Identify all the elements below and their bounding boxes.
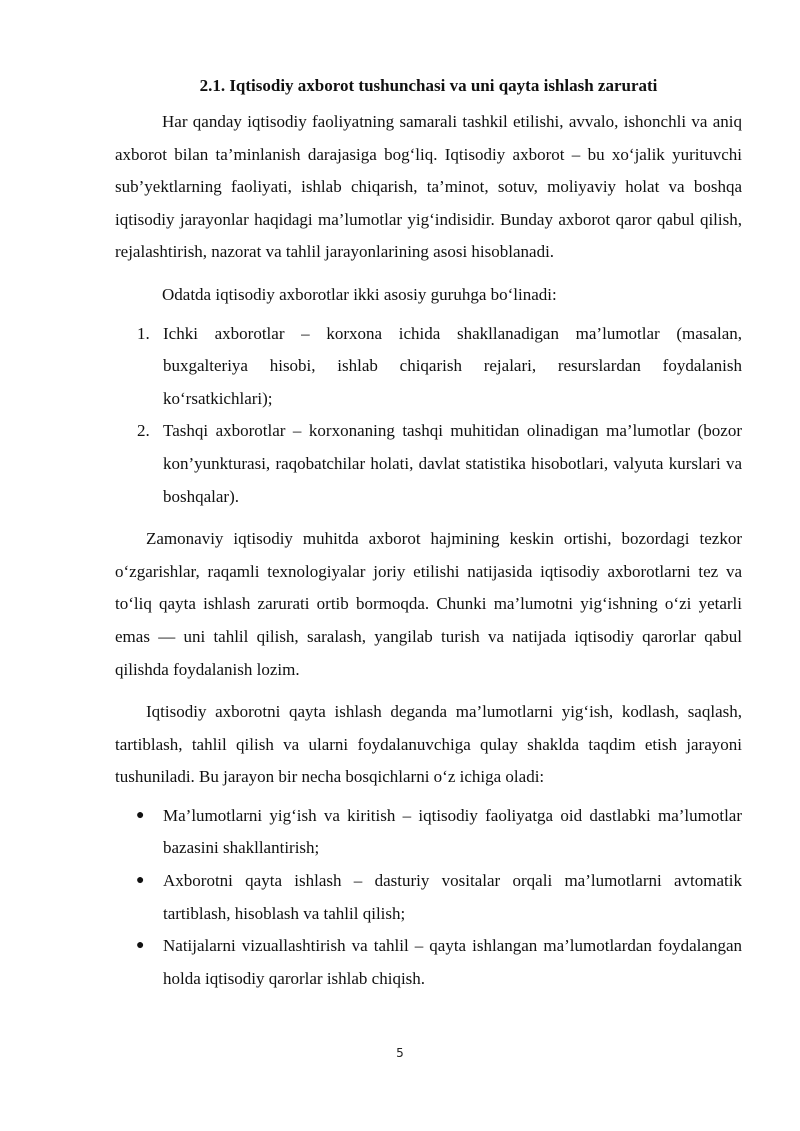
list-item (115, 865, 742, 930)
bullet-icon: ● (136, 807, 145, 823)
section-heading: 2.1. Iqtisodiy axborot tushunchasi va uni qayta ishlash zarurati (199, 76, 658, 95)
bullet-icon: ● (136, 873, 145, 889)
paragraph-intro: Har qanday iqtisodiy faoliyatning samarali tashkil etilishi, avvalo, ishonchli va aniq axborot bilan ta’minlanish darajasiga bog‘liq. Iqtisodiy axborot – bu xo‘jalik yurituvchi sub’yektlarning faoliyati, ishlab chiqarish, ta’minot, sotuv, moliyaviy holat va boshqa iqtisodiy jarayonlar haqidagi ma’lumotlar yig‘indisidir. Bunday axborot qaror qabul qilish, rejalashtirish, nazorat va tahlil jarayonlarining asosi hisoblanadi. (115, 112, 742, 262)
list-number: 1. (137, 323, 150, 343)
list-item (115, 415, 742, 513)
bullet-icon: ● (136, 938, 145, 954)
paragraph-groups-intro: Odatda iqtisodiy axborotlar ikki asosiy guruhga bo‘linadi: (162, 284, 557, 304)
paragraph-modern-environment: Zamonaviy iqtisodiy muhitda axborot hajmining keskin ortishi, bozordagi tezkor o‘zgarishlar, raqamli texnologiyalar joriy etilishi natijasida iqtisodiy axborotlarni tez va to‘liq qayta ishlash zarurati ortib bormoqda. Chunki ma’lumotni yig‘ishning o‘zi yetarli emas — uni tahlil qilish, saralash, yangilab turish va natijada iqtisodiy qarorlar qabul qilishda foydalanish lozim. (115, 529, 742, 679)
list-item (115, 318, 742, 416)
list-number: 2. (137, 421, 150, 441)
list-item-text: Ichki axborotlar – korxona ichida shakllanadigan ma’lumotlar (masalan, buxgalteriya hisobi, ishlab chiqarish rejalari, resurslardan foydalanish ko‘rsatkichlari); (163, 323, 742, 408)
bullet-list (115, 800, 742, 996)
numbered-list (115, 318, 742, 514)
list-item-text: Axborotni qayta ishlash – dasturiy vositalar orqali ma’lumotlarni avtomatik tartiblash, hisoblash va tahlil qilish; (163, 871, 742, 923)
list-item-text: Ma’lumotlarni yig‘ish va kiritish – iqtisodiy faoliyatga oid dastlabki ma’lumotlar bazasini shakllantirish; (163, 805, 742, 858)
list-item (115, 800, 742, 865)
list-item-text: Natijalarni vizuallashtirish va tahlil – qayta ishlangan ma’lumotlardan foydalangan holda iqtisodiy qarorlar ishlab chiqish. (163, 936, 742, 988)
page-number: 5 (396, 1046, 404, 1060)
list-item-text: Tashqi axborotlar – korxonaning tashqi muhitidan olinadigan ma’lumotlar (bozor kon’yunkturasi, raqobatchilar holati, davlat statistika hisobotlari, valyuta kurslari va boshqalar). (163, 421, 742, 506)
document-page (115, 72, 742, 995)
list-item (115, 930, 742, 995)
paragraph-processing-definition: Iqtisodiy axborotni qayta ishlash deganda ma’lumotlarni yig‘ish, kodlash, saqlash, tartiblash, tahlil qilish va ularni foydalanuvchiga qulay shaklda taqdim etish jarayoni tushuniladi. Bu jarayon bir necha bosqichlarni o‘z ichiga oladi: (115, 702, 742, 787)
